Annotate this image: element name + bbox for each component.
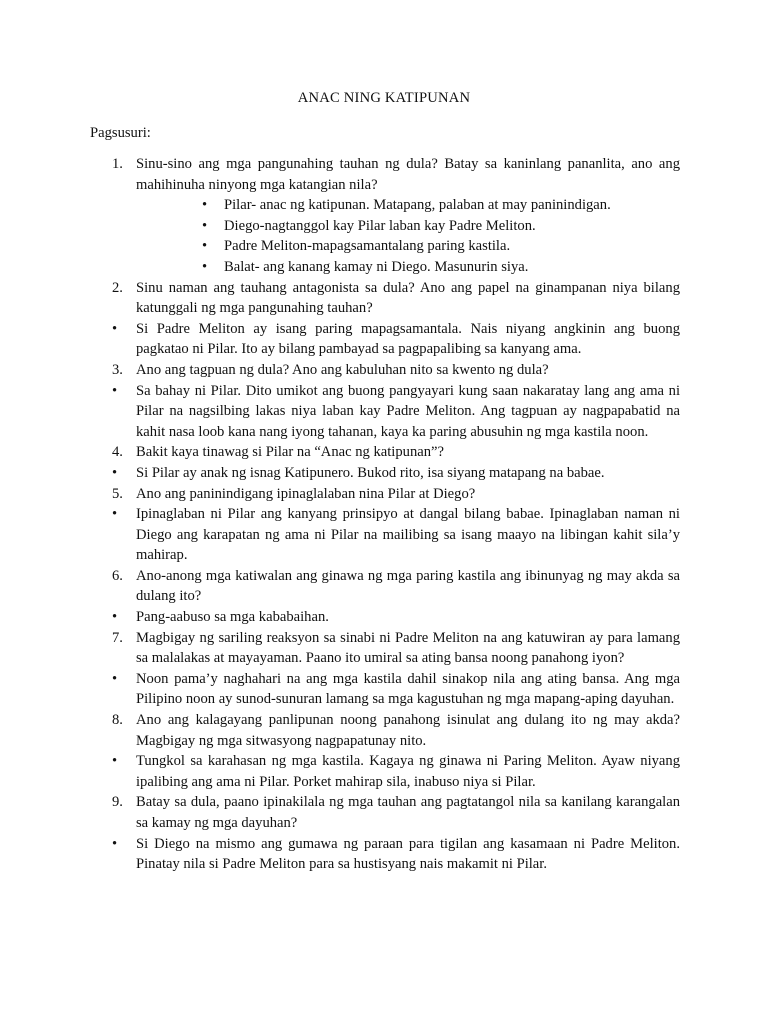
question-text: Ano ang kalagayang panlipunan noong panahong isinulat ang dulang ito ng may akda? Magbigay ng mga sitwasyong nagpapatunay nito. [136,712,680,749]
answer-list [90,607,680,628]
answer-list [90,195,680,277]
question-number: 9. [112,794,123,811]
question-item [90,484,680,505]
question-item [90,628,680,669]
question-text: Sinu-sino ang mga pangunahing tauhan ng dula? Batay sa kaninlang pananlita, ano ang mahihinuha ninyong mga katangian nila? [136,156,680,193]
answer-item: • Pang-aabuso sa mga kababaihan. [90,607,680,628]
question-number: 5. [112,485,123,502]
answer-list [90,463,680,484]
answer-item: • Sa bahay ni Pilar. Dito umikot ang buong pangyayari kung saan nakaratay lang ang ama ni Pilar na nagsilbing lakas niya laban kay Padre Meliton. Ang tagpuan ay nagpapabatid na kahit nasa loob kana nang iyong tahanan, kaya ka paring abusuhin ng mga kastila noon. [90,381,680,443]
question-item [90,442,680,463]
question-number: 6. [112,567,123,584]
question-text: Ano ang paninindigang ipinaglalaban nina Pilar at Diego? [136,485,476,502]
answer-list [90,319,680,360]
answer-item: • Si Padre Meliton ay isang paring mapagsamantala. Nais niyang angkinin ang buong pagkatao ni Pilar. Ito ay bilang pambayad sa pagpapalibing sa kanyang ama. [90,319,680,360]
question-number: 8. [112,712,123,729]
answer-list [90,381,680,443]
question-list [90,154,680,875]
question-number: 4. [112,444,123,461]
question-number: 2. [112,279,123,296]
answer-item: • Diego-nagtanggol kay Pilar laban kay Padre Meliton. [90,216,680,237]
answer-item: • Tungkol sa karahasan ng mga kastila. Kagaya ng ginawa ni Paring Meliton. Ayaw niyang ipalibing ang ama ni Pilar. Porket mahirap sila, inabuso niya si Pilar. [90,751,680,792]
answer-item: • Noon pama’y naghahari na ang mga kastila dahil sinakop nila ang ating bansa. Ang mga Pilipino noon ay sunod-sunuran lamang sa mga kagustuhan ng mga mapang-aping dayuhan. [90,669,680,710]
question-item [90,360,680,381]
question-number: 3. [112,361,123,378]
question-item [90,710,680,751]
answer-item: • Si Pilar ay anak ng isnag Katipunero. Bukod rito, isa siyang matapang na babae. [90,463,680,484]
answer-item: • Ipinaglaban ni Pilar ang kanyang prinsipyo at dangal bilang babae. Ipinaglaban naman ni Diego ang karapatan ng ama ni Pilar na mailibing sa isang maayo na libingan kahit sila’y mahirap. [90,504,680,566]
answer-list [90,669,680,710]
question-item [90,278,680,319]
answer-list [90,834,680,875]
question-item [90,792,680,833]
question-text: Ano ang tagpuan ng dula? Ano ang kabuluhan nito sa kwento ng dula? [136,361,549,378]
question-text: Magbigay ng sariling reaksyon sa sinabi ni Padre Meliton na ang katuwiran ay para lamang sa malalakas at mayayaman. Paano ito umiral sa ating bansa noong panahong iyon? [136,629,680,667]
question-text: Sinu naman ang tauhang antagonista sa dula? Ano ang papel na ginampanan niya bilang katunggali ng mga pangunahing tauhan? [136,279,680,317]
answer-list [90,751,680,792]
section-heading: Pagsusuri: [90,125,151,141]
document-title: ANAC NING KATIPUNAN [297,90,471,106]
question-number: 1. [112,156,123,172]
question-item [90,566,680,607]
answer-item: • Padre Meliton-mapagsamantalang paring kastila. [90,236,680,257]
question-text: Batay sa dula, paano ipinakilala ng mga tauhan ang pagtatangol nila sa kanilang karangalan sa kamay ng mga dayuhan? [136,794,680,831]
question-item [90,154,680,195]
question-number: 7. [112,629,123,646]
answer-item: • Balat- ang kanang kamay ni Diego. Masunurin siya. [90,257,680,278]
answer-item: • Pilar- anac ng katipunan. Matapang, palaban at may paninindigan. [90,195,680,216]
question-text: Ano-anong mga katiwalan ang ginawa ng mga paring kastila ang ibinunyag ng may akda sa dulang ito? [136,567,680,605]
answer-list [90,504,680,566]
question-text: Bakit kaya tinawag si Pilar na “Anac ng katipunan”? [136,444,444,461]
answer-item: • Si Diego na mismo ang gumawa ng paraan para tigilan ang kasamaan ni Padre Meliton. Pinatay nila si Padre Meliton para sa hustisyang nais makamit ni Pilar. [90,834,680,875]
